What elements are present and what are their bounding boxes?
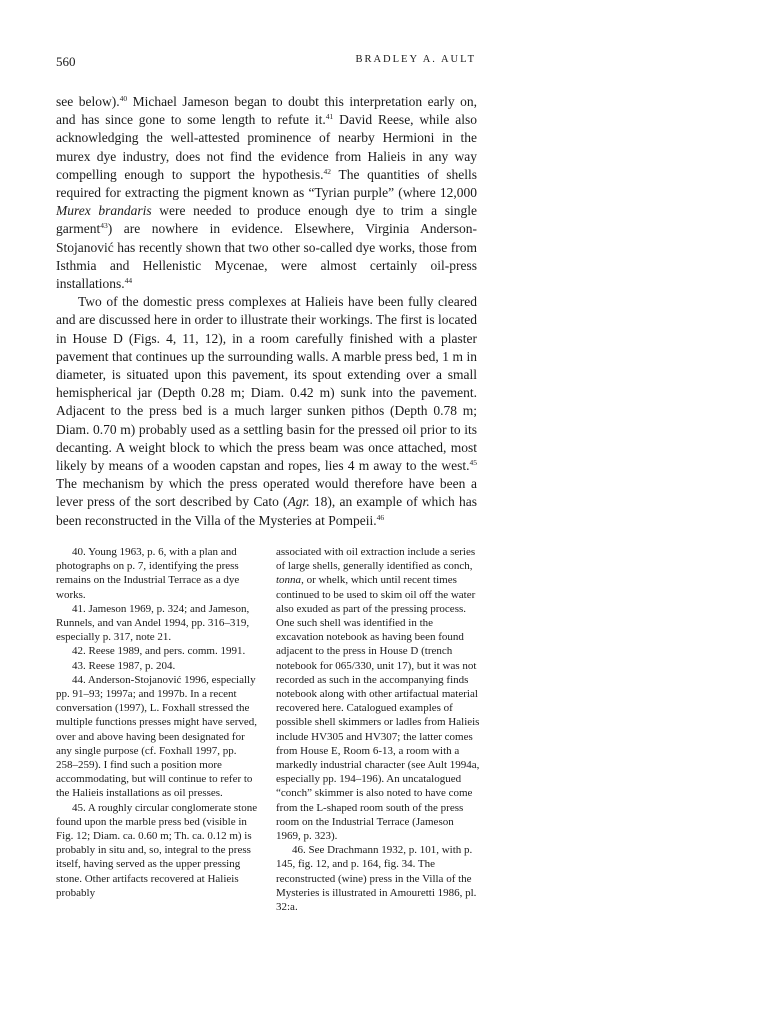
footnote-45-continued: associated with oil extraction include a series of large shells, generally identified as conch, tonna, or whelk, which until recent times continued to be used to skim oil off the water also exuded as part of the pressing process. One such shell was identified in the excavation notebook as having been found adjacent to the press in House D (trench notebook for 065/330, unit 17), but it was not recorded as such in the accompanying finds notebook along with other artifactual material recovered here. Catalogued examples of possible shell skimmers or ladles from Halieis include HV305 and HV307; the latter comes from House E, Room 6-13, a room with a markedly industrial character (see Ault 1994a, especially pp. 194–196). An uncatalogued “conch” skimmer is also noted to have come from the L-shaped room south of the press room on the Industrial Terrace (Jameson 1969, p. 323). [276,546,480,843]
footnote-40: 40. Young 1963, p. 6, with a plan and photographs on p. 7, identifying the press remains on the Industrial Terrace as a dye works. [56,546,240,601]
italic-citation: Agr. [287,494,310,510]
footnote-ref-41[interactable]: 41 [325,112,334,122]
paragraph-2: Two of the domestic press complexes at Halieis have been fully cleared and are discussed here in order to illustrate their workings. The first is located in House D (Figs. 4, 11, 12), in a room carefully finished with a plaster pavement that continues up the surrounding walls. A marble press bed, 1 m in diameter, is situated upon this pavement, its spout extending over a small hemispherical jar (Depth 0.28 m; Diam. 0.42 m) sunk into the pavement. Adjacent to the press bed is a much larger sunken pithos (Depth 0.78 m; Diam. 0.70 m) probably used as a settling basin for the pressed oil prior to its decanting. A weight block to which the press beam was once attached, most likely by means of a wooden capstan and ropes, lies 4 m away to the west.$^{45}$ The mechanism by which the press operated would therefore have been a lever press of the sort described by Cato (Agr. 18), an example of which has been reconstructed in the Villa of the Mysteries at Pompeii.$^{46}$ [56,294,477,528]
running-head-author: BRADLEY A. AULT [355,54,476,65]
footnote-ref-40[interactable]: 40 [119,94,128,103]
footnote-ref-46[interactable]: 46 [376,512,385,522]
footnotes [56,545,486,975]
page-number: 560 [56,54,76,69]
footnotes-right-column [276,545,480,914]
footnote-ref-44[interactable]: 44 [124,276,133,286]
italic-species-name: Murex brandaris [56,203,152,219]
footnotes-left-column [56,545,260,900]
footnote-ref-42[interactable]: 42 [323,166,332,176]
main-text [56,93,477,530]
footnote-ref-43[interactable]: 43 [100,221,108,231]
footnote-41: 41. Jameson 1969, p. 324; and Jameson, Runnels, and van Andel 1994, pp. 316–319, especially p. 317, note 21. [56,602,250,644]
running-header [56,54,476,72]
footnote-42: 42. Reese 1989, and pers. comm. 1991. [72,645,246,658]
paragraph-1: see below).$^{40}$ Michael Jameson began to doubt this interpretation early on, and has since gone to some length to refute it.$^{41}$ David Reese, while also acknowledging the well-attested prominence of nearby Hermioni in the murex dye industry, does not find the evidence from Halieis in any way compelling enough to support the hypothesis.$^{42}$ The quantities of shells required for extracting the pigment known as “Tyrian purple” (where 12,000 Murex brandaris were needed to produce enough dye to trim a single garment$^{43}$) are nowhere in evidence. Elsewhere, Virginia Anderson-Stojanović has recently shown that two other so-called dye works, those from Isthmia and Hellenistic Mycenae, were almost certainly oil-press installations.$^{44}$ [56,94,478,292]
footnote-ref-45[interactable]: 45 [469,458,477,468]
footnote-46: 46. See Drachmann 1932, p. 101, with p. 145, fig. 12, and p. 164, fig. 34. The reconstructed (wine) press in the Villa of the Mysteries is illustrated in Amouretti 1986, pl. 32:a. [276,844,477,914]
footnote-44: 44. Anderson-Stojanović 1996, especially pp. 91–93; 1997a; and 1997b. In a recent conversation (1997), L. Foxhall stressed the multiple functions presses might have served, over and above having been designated for any single purpose (cf. Foxhall 1997, pp. 258–259). I find such a position more accommodating, but will continue to refer to the Halieis installations as oil presses. [56,673,258,800]
footnote-45: 45. A roughly circular conglomerate stone found upon the marble press bed (visible in Fig. 12; Diam. ca. 0.60 m; Th. ca. 0.12 m) is probably in situ and, so, integral to the press itself, having served as the upper pressing stone. Other artifacts recovered at Halieis probably [56,801,258,899]
footnote-43: 43. Reese 1987, p. 204. [72,659,176,672]
